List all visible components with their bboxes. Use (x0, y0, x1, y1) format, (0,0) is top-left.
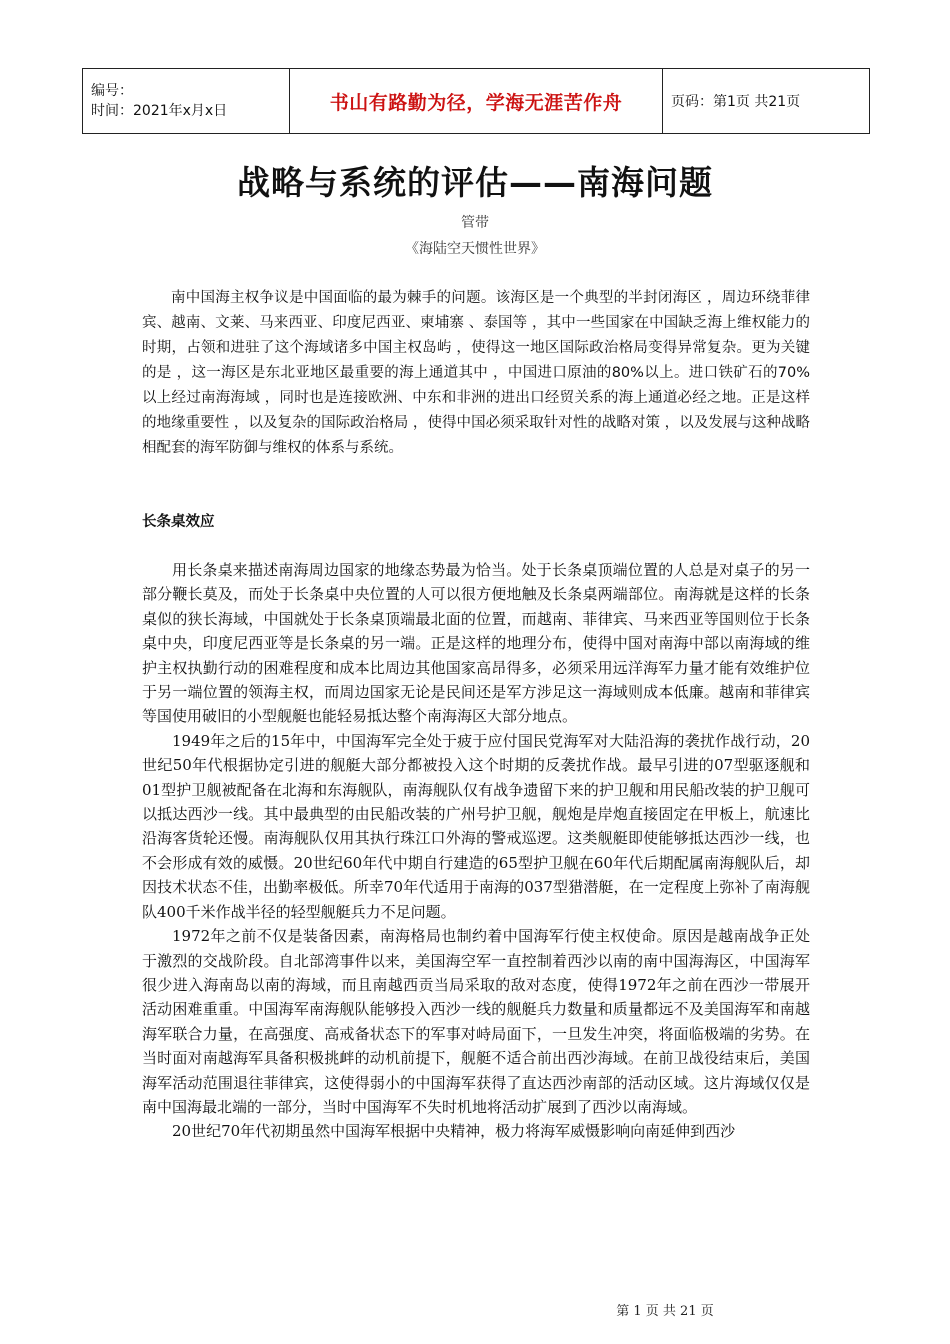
author-name: 管带 (461, 215, 489, 231)
number-label: 编号： (91, 83, 133, 99)
body-paragraph-3: 1972年之前不仅是装备因素，南海格局也制约着中国海军行使主权使命。原因是越南战争正处于激烈的交战阶段。自北部湾事件以来，美国海空军一直控制着西沙以南的南中国海海区，中国海军很少进入海南岛以南的海域，而且南越西贡当局采取的敌对态度，使得1972年之前在西沙一带展开活动困难重重。中国海军南海舰队能够投入西沙一线的舰艇兵力数量和质量都远不及美国海军和南越海军联合力量，在高强度、高戒备状态下的军事对峙局面下，一旦发生冲突，将面临极端的劣势。在当时面对南越海军具备积极挑衅的动机前提下，舰艇不适合前出西沙海域。在前卫战役结束后，美国海军活动范围退往菲律宾，这使得弱小的中国海军获得了直达西沙南部的活动区域。这片海域仅仅是南中国海最北端的一部分，当时中国海军不失时机地将活动扩展到了西沙以南海域。 (142, 927, 810, 1116)
body-paragraph-4: 20世纪70年代初期虽然中国海军根据中央精神，极力将海军威慑影响向南延伸到西沙 (172, 1122, 736, 1141)
time-label: 时间：2021年x月x日 (91, 103, 228, 119)
publication-source: 《海陆空天惯性世界》 (405, 241, 545, 257)
body-paragraph-2: 1949年之后的15年中，中国海军完全处于疲于应付国民党海军对大陆沿海的袭扰作战行动，20世纪50年代根据协定引进的舰艇大部分都被投入这个时期的反袭扰作战。最早引进的07型驱逐舰和01型护卫舰被配备在北海和东海舰队，南海舰队仅有战争遗留下来的护卫舰和用民船改装的护卫舰可以抵达西沙一线。其中最典型的由民船改装的广州号护卫舰，舰炮是岸炮直接固定在甲板上，航速比沿海客货轮还慢。南海舰队仅用其执行珠江口外海的警戒巡逻。这类舰艇即使能够抵达西沙一线，也不会形成有效的威慑。20世纪60年代中期自行建造的65型护卫舰在60年代后期配属南海舰队后，却因技术状态不佳，出勤率极低。所幸70年代适用于南海的037型猎潜艇，在一定程度上弥补了南海舰队400千米作战半径的轻型舰艇兵力不足问题。 (142, 731, 810, 921)
page-info: 页码：第1页 共21页 (671, 94, 801, 110)
header-meta-cell (83, 69, 290, 134)
header-motto-cell (290, 69, 663, 134)
body-text (142, 558, 810, 1144)
section-heading: 长条桌效应 (142, 514, 215, 530)
document-header (82, 68, 870, 134)
motto-text: 书山有路勤为径，学海无涯苦作舟 (329, 91, 623, 114)
abstract-paragraph: 南中国海主权争议是中国面临的最为棘手的问题。该海区是一个典型的半封闭海区 ，周边环绕菲律宾、越南、文莱、马来西亚、印度尼西亚、柬埔寨 、泰国等 ，其中一些国家在中国缺乏海上维权能力的时期，占领和进驻了这个海域诸多中国主权岛屿 ，使得这一地区国际政治格局变得异常复杂。更为关键的是 ，这一海区是东北亚地区最重要的海上通道其中 ，中国进口原油的80%以上。进口铁矿石的70%以上经过南海海域 ，同时也是连接欧洲、中东和非洲的进出口经贸关系的海上通道必经之地。正是这样的地缘重要性 ，以及复杂的国际政治格局 ，使得中国必须采取针对性的战略对策 ，以及发展与这种战略相配套的海军防御与维权的体系与系统。 (142, 290, 810, 456)
header-page-cell (663, 69, 870, 134)
page-footer: 第 1 页 共 21 页 (616, 1304, 714, 1319)
body-paragraph-1: 用长条桌来描述南海周边国家的地缘态势最为恰当。处于长条桌顶端位置的人总是对桌子的另一部分鞭长莫及，而处于长条桌中央位置的人可以很方便地触及长条桌两端部位。南海就是这样的长条桌似的狭长海域，中国就处于长条桌顶端最北面的位置，而越南、菲律宾、马来西亚等国则位于长条桌中央，印度尼西亚等是长条桌的另一端。正是这样的地理分布，使得中国对南海中部以南海域的维护主权执勤行动的困难程度和成本比周边其他国家高昂得多，必须采用远洋海军力量才能有效维护位于另一端位置的领海主权，而周边国家无论是民间还是军方涉足这一海域则成本低廉。越南和菲律宾等国使用破旧的小型舰艇也能轻易抵达整个南海海区大部分地点。 (142, 561, 810, 726)
document-title: 战略与系统的评估——南海问题 (237, 163, 713, 202)
